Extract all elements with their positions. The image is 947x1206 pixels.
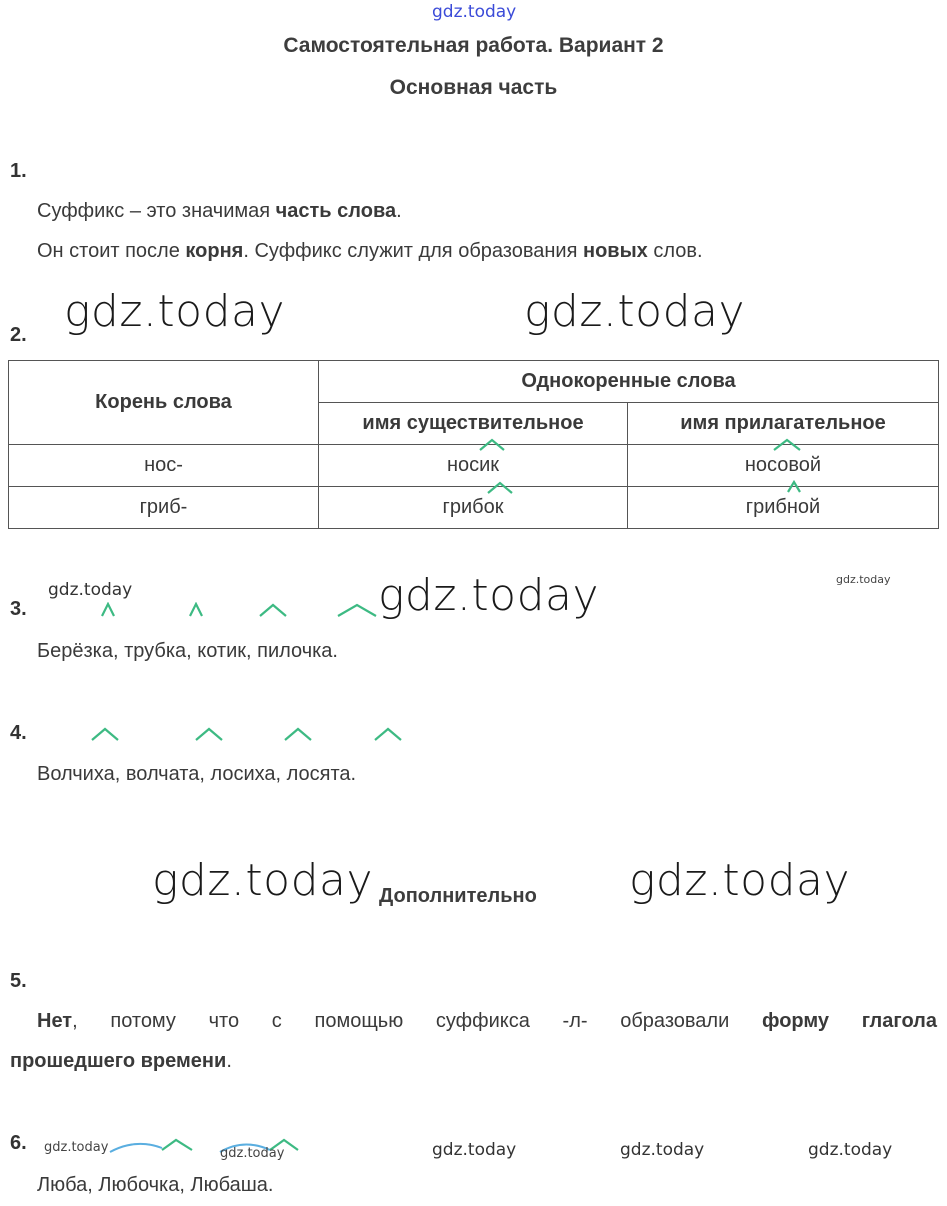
suffix-mark-icon [108,1136,198,1156]
text: Суффикс – это значимая [37,200,276,222]
text: Он стоит после [37,240,186,262]
task-1-line-1 [37,200,402,223]
suffix-mark-icon [194,726,224,742]
task-2-number: 2. [10,324,27,346]
bold-text: форму глагола [761,1010,938,1032]
watermark: gdz.today [152,855,374,906]
suffix-mark-icon [772,438,802,452]
watermark: gdz.today [524,286,746,337]
header-adjective: имя прилагательное [628,403,939,445]
suffix-mark-icon [336,602,378,618]
bold-text: корня [185,240,244,262]
watermark: gdz.today [64,286,286,337]
section-title-main: Основная часть [389,76,558,99]
task-5-number: 5. [10,970,27,992]
text: . Суффикс служит для образования [243,240,583,262]
task-6-answer: Люба, Любочка, Любаша. [37,1174,274,1196]
watermark: gdz.today [836,573,891,586]
suffix-mark-icon [786,480,802,494]
cell-noun: грибок [319,487,628,529]
section-title-extra: Дополнительно [379,885,537,907]
text: . [226,1050,232,1072]
text: слов. [647,240,703,262]
task-5-answer-line-2 [10,1050,232,1073]
cell-root: гриб- [9,487,319,529]
text: . [396,200,402,222]
header-root: Корень слова [9,361,319,445]
cell-adjective: грибной [628,487,939,529]
watermark: gdz.today [620,1140,705,1160]
suffix-mark-icon [258,602,288,618]
watermark: gdz.today [48,580,133,600]
cell-adjective: носовой [628,445,939,487]
header-related-words: Однокоренные слова [319,361,939,403]
bold-text: часть слова [275,200,397,222]
task-1-line-2 [37,240,703,263]
cell-noun: носик [319,445,628,487]
watermark: gdz.today [378,570,600,621]
watermark: gdz.today [629,855,851,906]
suffix-mark-icon [478,438,506,452]
bold-text: прошедшего времени [10,1050,227,1072]
task-3-answer: Берёзка, трубка, котик, пилочка. [37,640,338,662]
watermark-top: gdz.today [432,2,517,22]
task-4-answer: Волчиха, волчата, лосиха, лосята. [37,763,357,785]
watermark: gdz.today [808,1140,893,1160]
suffix-mark-icon [486,481,514,495]
suffix-mark-icon [90,726,120,742]
task-1-number: 1. [10,160,27,182]
suffix-mark-icon [100,602,116,618]
text: , потому что с помощью суффикса -л- образовали [72,1010,762,1032]
suffix-mark-icon [188,602,204,618]
task-6-number: 6. [10,1132,27,1154]
bold-text: Нет [37,1010,73,1032]
bold-text: новых [583,240,648,262]
suffix-mark-icon [283,726,313,742]
watermark: gdz.today [220,1146,285,1161]
task-5-answer-line-1 [37,1010,937,1033]
watermark: gdz.today [432,1140,517,1160]
task-3-number: 3. [10,598,27,620]
page-title: Самостоятельная работа. Вариант 2 [283,34,664,57]
cell-root: нос- [9,445,319,487]
watermark: gdz.today [44,1140,109,1155]
header-noun: имя существительное [319,403,628,445]
task-4-number: 4. [10,722,27,744]
suffix-mark-icon [373,726,403,742]
